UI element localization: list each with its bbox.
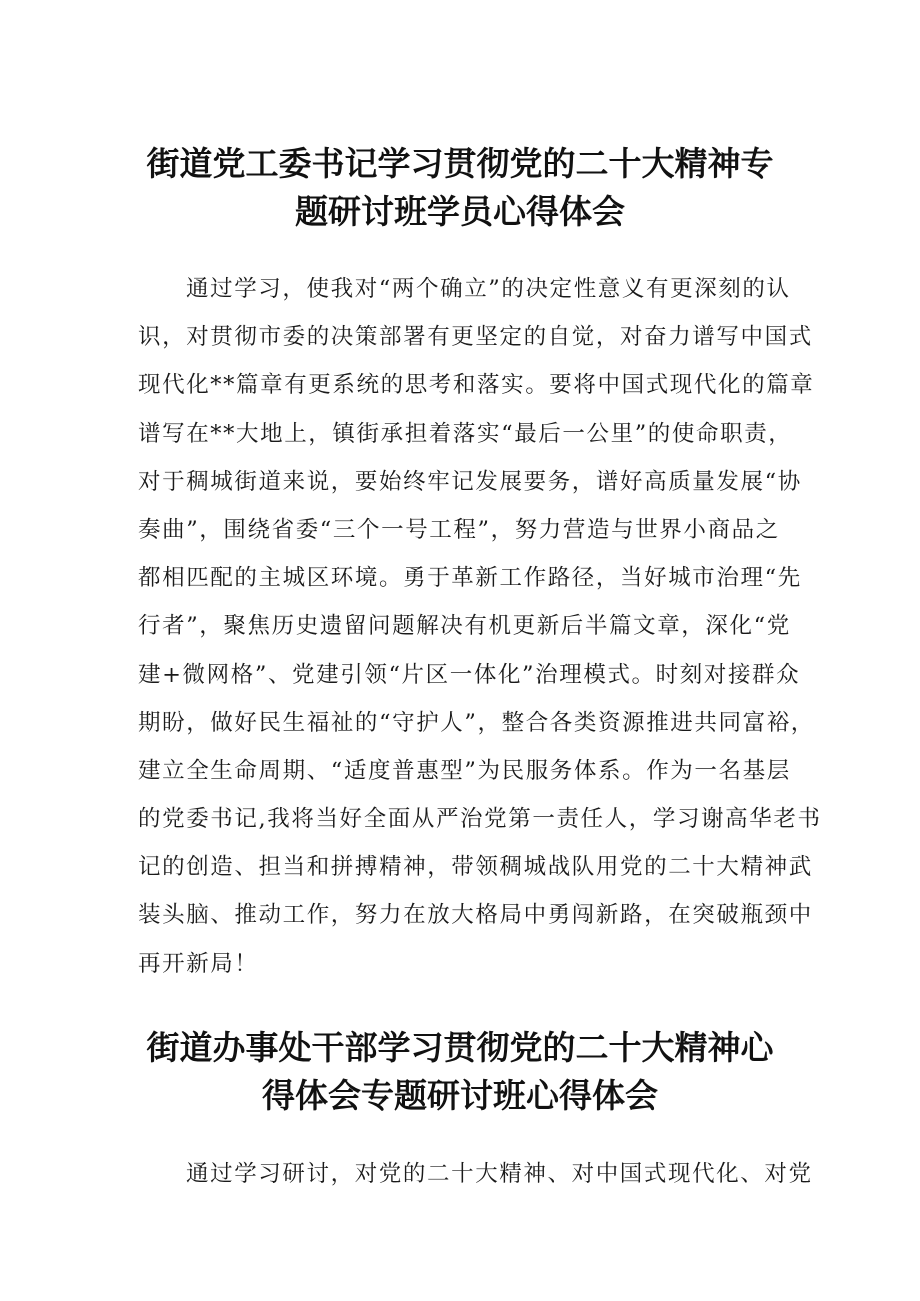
paragraph-line: 期盼，做好民生福祉的“守护人”，整合各类资源推进共同富裕， <box>138 709 815 736</box>
paragraph-line: 建立全生命周期、“适度普惠型”为民服务体系。作为一名基层 <box>138 757 791 784</box>
paragraph-line: 记的创造、担当和拼搏精神，带领稠城战队用党的二十大精神武 <box>138 854 813 881</box>
paragraph-line: 都相匹配的主城区环境。勇于革新工作路径，当好城市治理“先 <box>138 565 802 592</box>
section-1-title <box>0 140 920 236</box>
paragraph-line: 通过学习研讨，对党的二十大精神、对中国式现代化、对党 <box>186 1161 813 1187</box>
title-line: 得体会专题研讨班心得体会 <box>262 1076 658 1115</box>
paragraph-line: 谱写在**大地上，镇街承担着落实“最后一公里”的使命职责， <box>138 420 793 447</box>
paragraph-line: 识，对贯彻市委的决策部署有更坚定的自觉，对奋力谱写中国式 <box>138 324 813 351</box>
paragraph-line: 再开新局！ <box>138 950 259 977</box>
paragraph-line: 奏曲”，围绕省委“三个一号工程”，努力营造与世界小商品之 <box>138 516 780 543</box>
paragraph-line: 的党委书记,我将当好全面从严治党第一责任人，学习谢高华老书 <box>138 806 822 833</box>
paragraph-line: 建+微网格”、党建引领“片区一体化”治理模式。时刻对接群众 <box>138 661 801 688</box>
title-line: 街道党工委书记学习贯彻党的二十大精神专 <box>146 144 774 183</box>
section-2-title <box>0 1024 920 1120</box>
paragraph-line: 行者”，聚焦历史遗留问题解决有机更新后半篇文章，深化“党 <box>138 613 791 640</box>
paragraph-line: 通过学习，使我对“两个确立”的决定性意义有更深刻的认 <box>186 276 791 302</box>
paragraph-line: 装头脑、推动工作，努力在放大格局中勇闯新路，在突破瓶颈中 <box>138 902 813 929</box>
paragraph-line: 现代化**篇章有更系统的思考和落实。要将中国式现代化的篇章 <box>138 372 815 399</box>
paragraph-line: 对于稠城街道来说，要始终牢记发展要务，谱好高质量发展“协 <box>138 468 802 495</box>
section-2-paragraph <box>138 1150 813 1198</box>
title-line: 街道办事处干部学习贯彻党的二十大精神心 <box>146 1028 774 1067</box>
section-1-paragraph <box>138 265 822 988</box>
title-line: 题研讨班学员心得体会 <box>295 192 625 231</box>
